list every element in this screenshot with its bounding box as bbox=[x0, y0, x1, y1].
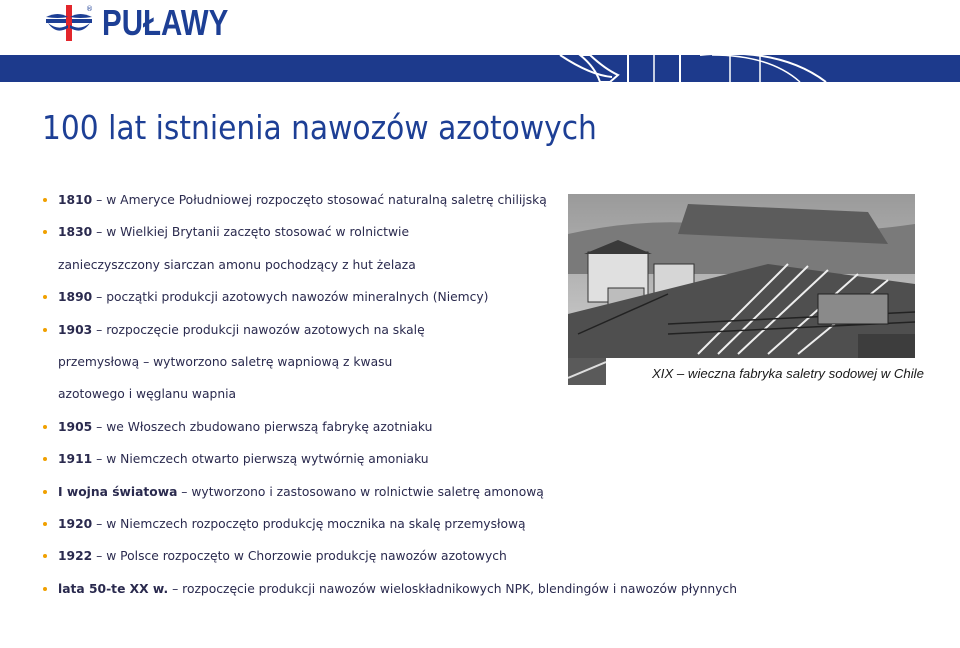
timeline-text: – rozpoczęcie produkcji nawozów azotowych na skalę bbox=[92, 322, 425, 337]
band-pattern-icon bbox=[0, 55, 960, 82]
bullet-icon bbox=[43, 198, 47, 202]
bullet-icon bbox=[43, 587, 47, 591]
timeline-date: 1911 bbox=[58, 452, 93, 467]
timeline-item bbox=[58, 382, 737, 414]
timeline-item bbox=[58, 480, 737, 512]
bullet-icon bbox=[43, 554, 47, 558]
header-band bbox=[0, 55, 960, 82]
timeline-text: azotowego i węglanu wapnia bbox=[58, 387, 237, 402]
timeline-date: 1810 bbox=[58, 193, 93, 207]
bullet-icon bbox=[43, 425, 47, 429]
timeline-item bbox=[58, 544, 737, 576]
bullet-icon bbox=[43, 230, 47, 234]
photo-bottom-fragment bbox=[568, 358, 606, 385]
timeline-item bbox=[58, 447, 737, 479]
timeline-date: 1830 bbox=[58, 225, 93, 240]
timeline-text: przemysłową – wytworzono saletrę wapniową z kwasu bbox=[58, 354, 393, 369]
timeline-text: – w Ameryce Południowej rozpoczęto stosować naturalną saletrę chilijską bbox=[92, 193, 547, 207]
bullet-icon bbox=[43, 522, 47, 526]
timeline-text: – w Polsce rozpoczęto w Chorzowie produkcję nawozów azotowych bbox=[92, 549, 507, 564]
company-logo bbox=[44, 2, 256, 43]
bullet-icon bbox=[43, 328, 47, 332]
bullet-icon bbox=[43, 295, 47, 299]
timeline-text: – w Niemczech rozpoczęto produkcję mocznika na skalę przemysłową bbox=[92, 516, 526, 531]
timeline-text: – we Włoszech zbudowano pierwszą fabrykę azotniaku bbox=[92, 419, 433, 434]
factory-photo bbox=[568, 194, 915, 358]
timeline-date: I wojna światowa bbox=[58, 484, 178, 499]
timeline-date: 1903 bbox=[58, 322, 93, 337]
timeline-text: – w Wielkiej Brytanii zaczęto stosować w rolnictwie bbox=[92, 225, 410, 240]
timeline-date: lata 50-te XX w. bbox=[58, 581, 169, 596]
timeline-text: – rozpoczęcie produkcji nawozów wieloskładnikowych NPK, blendingów i nawozów płynnych bbox=[168, 581, 737, 596]
timeline-item bbox=[58, 415, 737, 447]
timeline-date: 1920 bbox=[58, 516, 93, 531]
brand-name: PUŁAWY bbox=[102, 2, 229, 43]
page-title: 100 lat istnienia nawozów azotowych bbox=[42, 108, 597, 147]
timeline-text: zanieczyszczony siarczan amonu pochodzący z hut żelaza bbox=[58, 257, 416, 272]
timeline-date: 1905 bbox=[58, 419, 93, 434]
bullet-icon bbox=[43, 457, 47, 461]
timeline-text: – w Niemczech otwarto pierwszą wytwórnię amoniaku bbox=[92, 452, 429, 467]
bullet-icon bbox=[43, 490, 47, 494]
timeline-date: 1890 bbox=[58, 290, 93, 305]
photo-caption: XIX – wieczna fabryka saletry sodowej w Chile bbox=[652, 366, 924, 381]
timeline-date: 1922 bbox=[58, 549, 93, 564]
timeline-text: – początki produkcji azotowych nawozów mineralnych (Niemcy) bbox=[92, 290, 489, 305]
registered-mark: ® bbox=[86, 5, 93, 13]
timeline-text: – wytworzono i zastosowano w rolnictwie saletrę amonową bbox=[177, 484, 544, 499]
timeline-item bbox=[58, 512, 737, 544]
timeline-item bbox=[58, 577, 737, 609]
